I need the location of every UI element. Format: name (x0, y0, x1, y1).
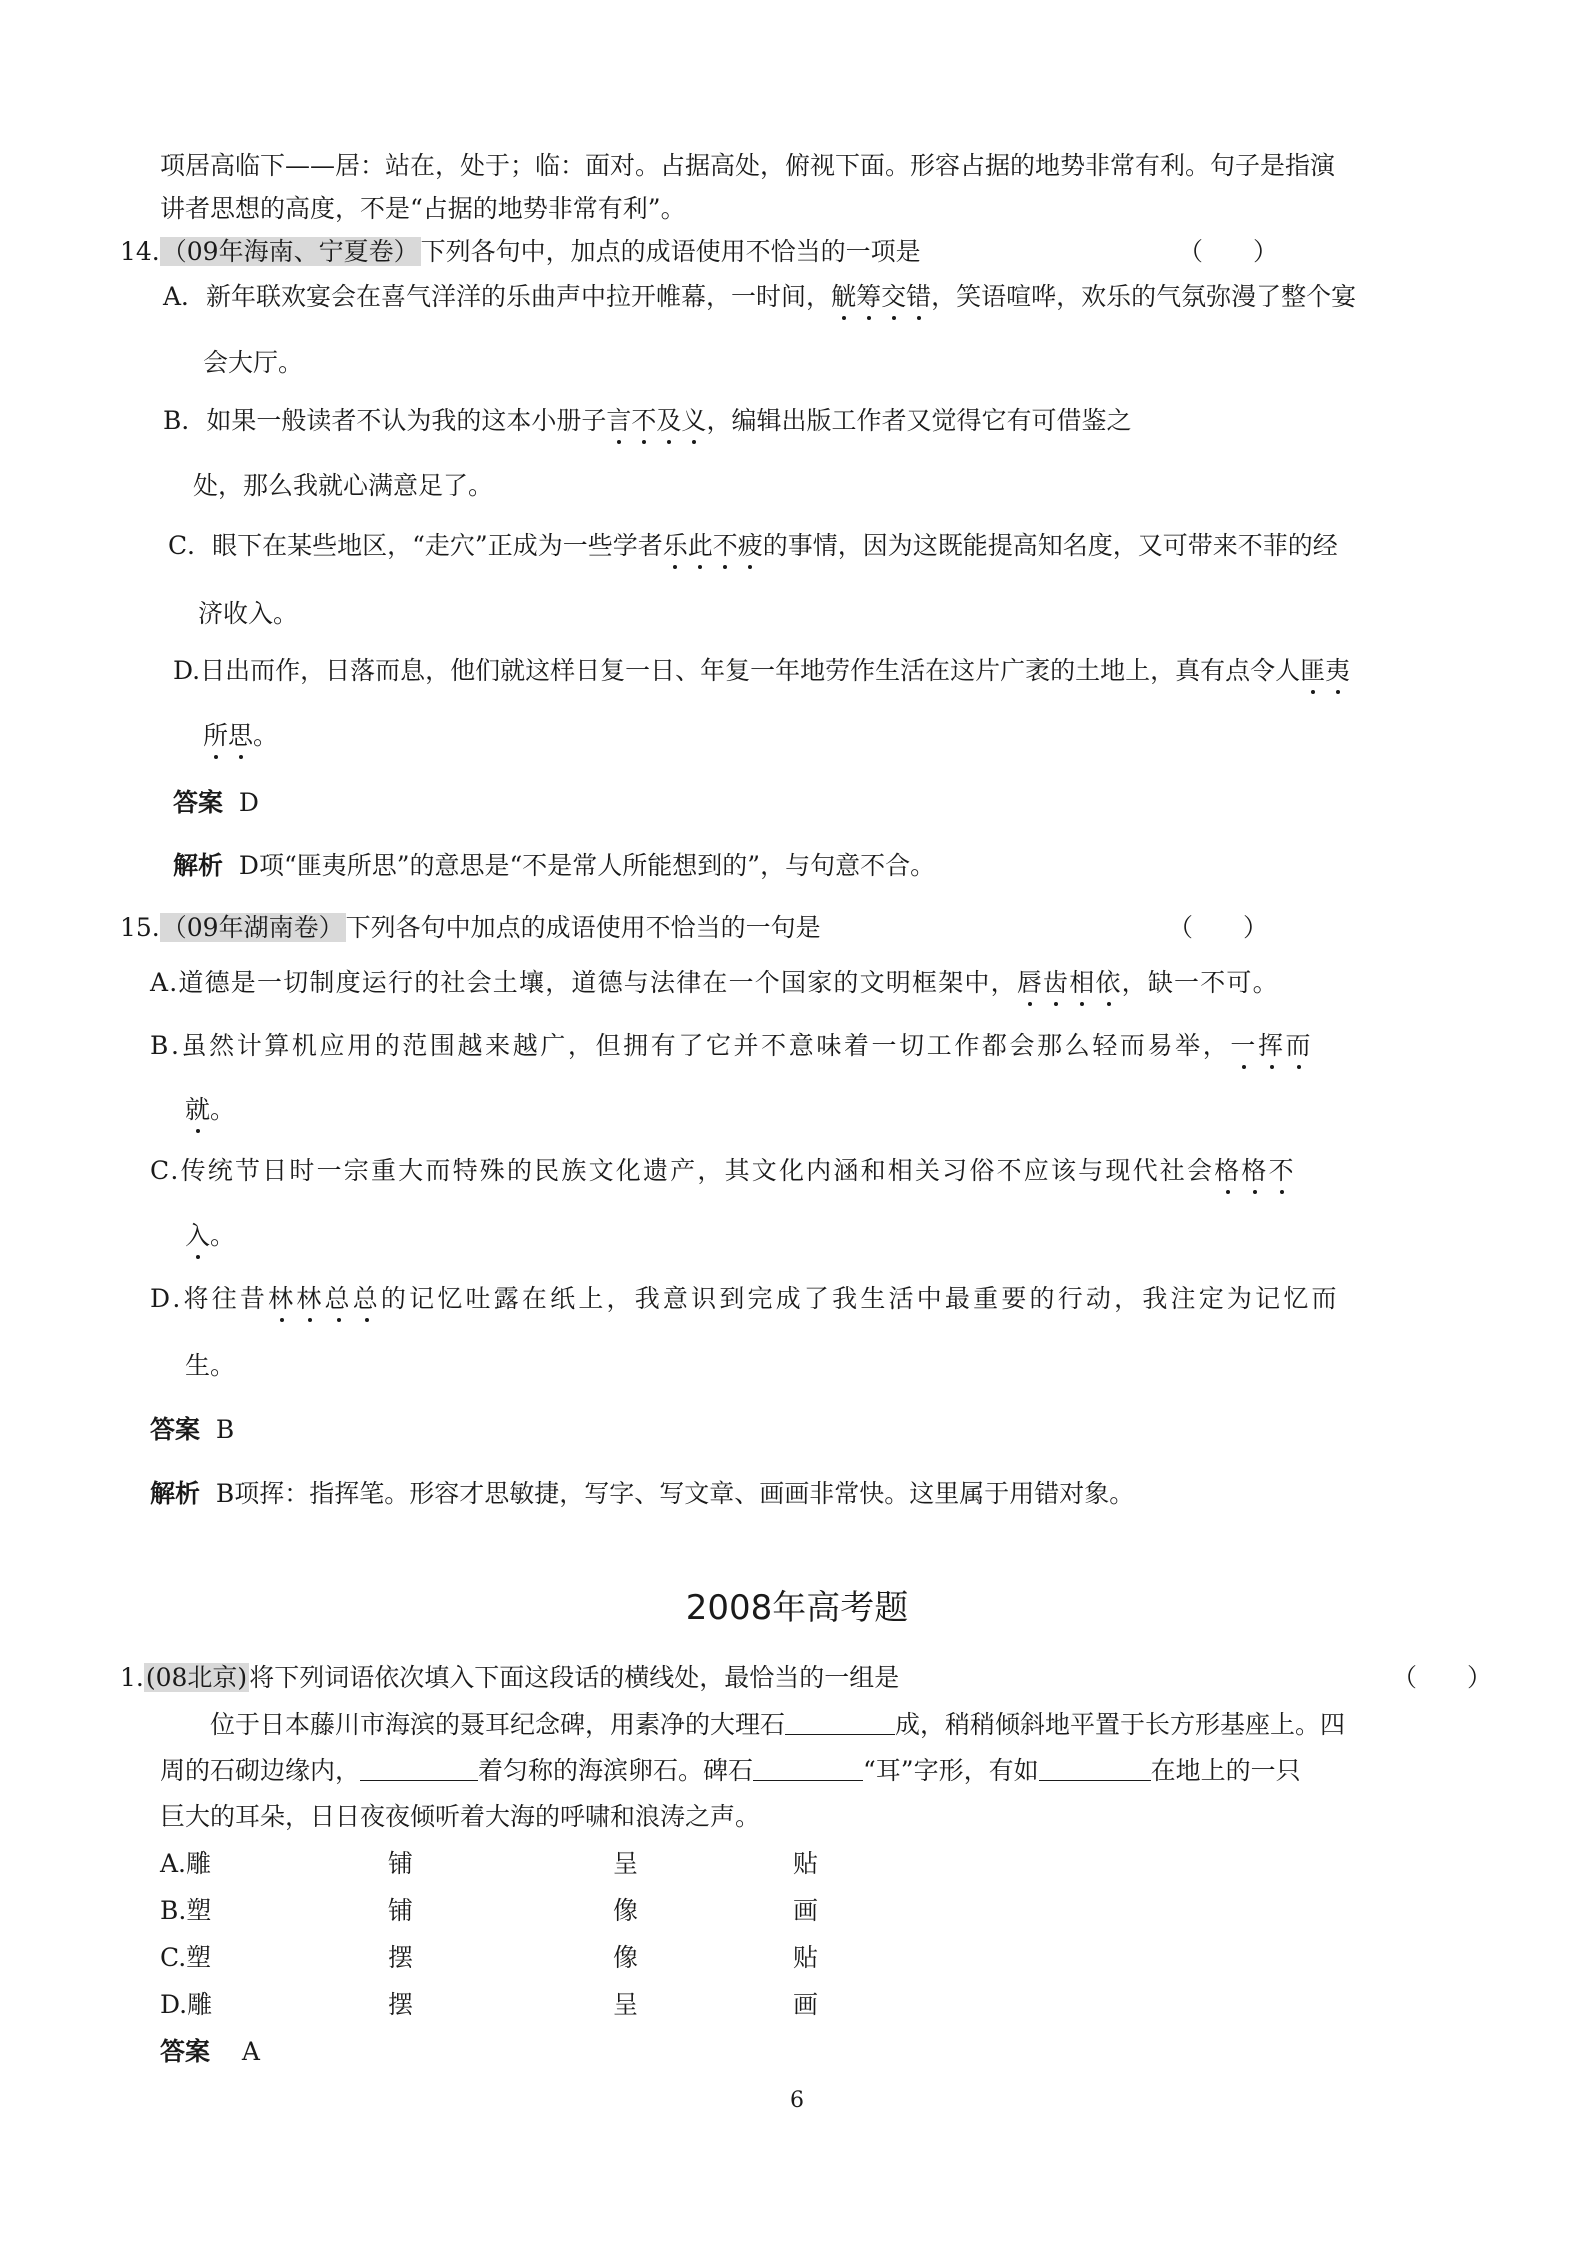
dotted-char: 林 (268, 1284, 297, 1313)
q14-source-tag: （09年海南、宁夏卷） (161, 237, 419, 266)
option-word: 呈 (613, 1990, 639, 2019)
q1-number: 1. (120, 1663, 144, 1692)
dotted-char: 林 (296, 1284, 325, 1313)
option-word: 像 (613, 1943, 639, 1972)
dotted-char: 总 (324, 1284, 353, 1313)
dotted-char: 觥 (831, 282, 857, 311)
option-label: A.雕 (160, 1849, 212, 1878)
fill-blank[interactable] (753, 1756, 863, 1781)
option-label: D.雕 (160, 1990, 213, 2019)
q1-passage-line-3: 巨大的耳朵，日日夜夜倾听着大海的呼啸和浪涛之声。 (160, 1802, 761, 1831)
dotted-char: 而 (1285, 1031, 1314, 1060)
dotted-char: 齿 (1043, 968, 1070, 997)
option-word: 铺 (388, 1896, 414, 1925)
option-label: C.塑 (160, 1943, 212, 1972)
page-number: 6 (790, 2088, 804, 2113)
dotted-char: 疲 (737, 531, 763, 560)
dotted-char: 错 (906, 282, 932, 311)
q15-stem: 下列各句中加点的成语使用不恰当的一句是 (345, 913, 821, 942)
q15-stem-line (120, 912, 821, 944)
dotted-char: 此 (687, 531, 713, 560)
dotted-char: 一 (1230, 1031, 1258, 1060)
q1-passage-text: “耳”字形，有如 (863, 1756, 1039, 1785)
dotted-char: 不 (712, 531, 738, 560)
q15-option-d (150, 1283, 1340, 1315)
analysis-text: B项挥：指挥笔。形容才思敏捷，写字、写文章、画画非常快。这里属于用错对象。 (215, 1479, 1135, 1508)
q14-b-text: B．如果一般读者不认为我的这本小册子 (163, 406, 607, 435)
dotted-char: 交 (881, 282, 907, 311)
q14-option-b-line2: 处，那么我就心满意足了。 (193, 471, 494, 500)
dotted-char: 依 (1095, 968, 1122, 997)
dotted-char: 总 (352, 1284, 381, 1313)
option-word: 摆 (388, 1943, 414, 1972)
option-word: 像 (613, 1896, 639, 1925)
q14-d-text: D.日出而作，日落而息，他们就这样日复一日、年复一年地劳作生活在这片广袤的土地上，真有点令人 (173, 656, 1301, 685)
q1-passage-text: 在地上的一只 (1150, 1756, 1301, 1785)
answer-label: 答案 (160, 2037, 211, 2066)
option-word: 铺 (388, 1849, 414, 1878)
section-heading: 2008年高考题 (685, 1588, 909, 1628)
dotted-char: 入 (185, 1221, 211, 1250)
q15-answer-paren: （ ） (1168, 913, 1269, 942)
q1-stem: 将下列词语依次填入下面这段话的横线处，最恰当的一组是 (249, 1663, 900, 1692)
q15-option-b (150, 1030, 1313, 1062)
answer-value: D (238, 788, 259, 817)
dotted-char: 格 (1214, 1156, 1242, 1185)
q14-c-text-post: 的事情，因为这既能提高知名度，又可带来不菲的经 (762, 531, 1338, 560)
q14-answer-paren: （ ） (1178, 237, 1279, 266)
q15-d-text: D.将往昔 (150, 1284, 269, 1313)
q15-option-c (150, 1155, 1296, 1187)
q1-passage-line-1 (210, 1709, 1345, 1741)
fill-blank[interactable] (360, 1756, 478, 1781)
q14-option-d (173, 655, 1350, 687)
dotted-char: 思 (228, 721, 254, 750)
q15-option-d-line2: 生。 (185, 1351, 236, 1380)
dotted-char: 夷 (1325, 656, 1351, 685)
dotted-char: 及 (656, 406, 682, 435)
fill-blank[interactable] (785, 1710, 895, 1735)
q15-source-tag: （09年湖南卷） (161, 913, 344, 942)
dotted-char: 义 (681, 406, 707, 435)
fill-blank[interactable] (1039, 1756, 1151, 1781)
answer-value: B (215, 1415, 235, 1444)
q15-option-a (150, 967, 1279, 999)
q15-b-text-post: 。 (210, 1095, 236, 1124)
q14-c-text: C．眼下在某些地区，“走穴”正成为一些学者 (168, 531, 663, 560)
intro-line-2: 讲者思想的高度，不是“占据的地势非常有利”。 (160, 194, 686, 223)
dotted-char: 言 (606, 406, 632, 435)
option-word: 贴 (793, 1849, 819, 1878)
q14-b-text-post: ，编辑出版工作者又觉得它有可借鉴之 (706, 406, 1132, 435)
option-word: 画 (793, 1990, 819, 2019)
q15-c-text-post: 。 (210, 1221, 236, 1250)
q1-passage-text: 着匀称的海滨卵石。碑石 (478, 1756, 754, 1785)
q14-option-a (163, 281, 1356, 313)
q14-a-text: A．新年联欢宴会在喜气洋洋的乐曲声中拉开帷幕，一时间， (163, 282, 832, 311)
dotted-char: 唇 (1016, 968, 1044, 997)
q1-passage-text: 位于日本藤川市海滨的聂耳纪念碑，用素净的大理石 (210, 1710, 786, 1739)
q14-d-text-post: 。 (253, 721, 279, 750)
answer-label: 答案 (173, 788, 224, 817)
q1-source-tag: (08北京) (145, 1663, 248, 1692)
q14-option-d-line2 (203, 720, 278, 752)
q1-passage-text: 成，稍稍倾斜地平置于长方形基座上。四 (895, 1710, 1346, 1739)
option-word: 摆 (388, 1990, 414, 2019)
q15-answer (150, 1414, 234, 1446)
q15-c-text: C.传统节日时一宗重大而特殊的民族文化遗产，其文化内涵和相关习俗不应该与现代社会 (150, 1156, 1215, 1185)
dotted-char: 就 (185, 1095, 211, 1124)
dotted-char: 所 (203, 721, 229, 750)
answer-value: A (241, 2037, 260, 2066)
q14-option-c-line2: 济收入。 (198, 599, 299, 628)
q14-stem-line (120, 236, 921, 268)
dotted-char: 格 (1241, 1156, 1269, 1185)
q14-option-c (168, 530, 1338, 562)
analysis-label: 解析 (173, 851, 224, 880)
q14-a-text-post: ，笑语喧哗，欢乐的气氛弥漫了整个宴 (931, 282, 1357, 311)
q15-b-text: B.虽然计算机应用的范围越来越广，但拥有了它并不意味着一切工作都会那么轻而易举， (150, 1031, 1231, 1060)
q15-analysis (150, 1478, 1134, 1510)
dotted-char: 不 (631, 406, 657, 435)
q15-number: 15. (120, 913, 160, 942)
dotted-char: 相 (1069, 968, 1096, 997)
intro-line-1: 项居高临下——居：站在，处于；临：面对。占据高处，俯视下面。形容占据的地势非常有利。句子是指演 (160, 151, 1336, 180)
q15-d-text-post: 的记忆吐露在纸上，我意识到完成了我生活中最重要的行动，我注定为记忆而 (380, 1284, 1340, 1313)
dotted-char: 不 (1268, 1156, 1296, 1185)
q15-a-text: A.道德是一切制度运行的社会土壤，道德与法律在一个国家的文明框架中， (150, 968, 1017, 997)
analysis-label: 解析 (150, 1479, 201, 1508)
answer-label: 答案 (150, 1415, 201, 1444)
q14-option-b (163, 405, 1131, 437)
q1-passage-line-2 (160, 1755, 1301, 1787)
q1-answer (160, 2036, 260, 2068)
dotted-char: 筹 (856, 282, 882, 311)
option-label: B.塑 (160, 1896, 212, 1925)
q15-a-text-post: ，缺一不可。 (1121, 968, 1279, 997)
q1-answer-paren: （ ） (1392, 1663, 1493, 1692)
dotted-char: 匪 (1300, 656, 1326, 685)
q15-option-c-line2 (185, 1220, 235, 1252)
q14-stem: 下列各句中，加点的成语使用不恰当的一项是 (420, 237, 921, 266)
q14-number: 14. (120, 237, 160, 266)
option-word: 贴 (793, 1943, 819, 1972)
q14-answer (173, 787, 259, 819)
q1-stem-line (120, 1662, 899, 1694)
q14-analysis (173, 850, 935, 882)
dotted-char: 乐 (662, 531, 688, 560)
analysis-text: D项“匪夷所思”的意思是“不是常人所能想到的”，与句意不合。 (238, 851, 936, 880)
dotted-char: 挥 (1257, 1031, 1286, 1060)
q15-option-b-line2 (185, 1094, 235, 1126)
q1-passage-text: 周的石砌边缘内， (160, 1756, 361, 1785)
option-word: 画 (793, 1896, 819, 1925)
q14-option-a-line2: 会大厅。 (203, 348, 304, 377)
option-word: 呈 (613, 1849, 639, 1878)
